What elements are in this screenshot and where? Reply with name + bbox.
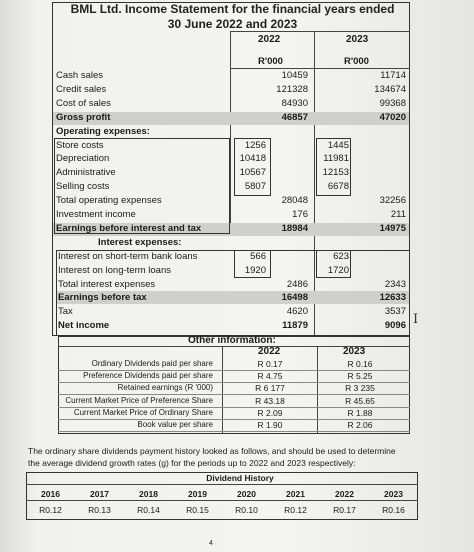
dividend-year: 2017 — [90, 489, 109, 499]
income-row-value-b: 11879 — [282, 320, 308, 332]
page-number: 4 — [209, 540, 213, 547]
income-row-value-c: 6678 — [327, 181, 349, 193]
income-row-label: Tax — [58, 306, 73, 318]
other-col-2022: 2022 — [258, 346, 281, 357]
income-row-value-d: 134674 — [374, 83, 406, 95]
column-divider-left — [230, 31, 231, 231]
other-col-2023: 2023 — [343, 346, 366, 357]
income-row-value-a: 5807 — [244, 181, 266, 193]
paragraph-line-1: The ordinary share dividends payment history looked as follows, and should be used to determine — [28, 446, 396, 456]
dividend-value: R0.15 — [186, 505, 209, 515]
income-row-value-d: 12633 — [379, 292, 406, 304]
dividend-year: 2016 — [41, 489, 60, 499]
income-row-label: Administrative — [56, 167, 116, 179]
income-row-label: Selling costs — [56, 181, 110, 193]
income-row-value-d: 99368 — [379, 97, 406, 109]
dividend-year: 2019 — [188, 489, 207, 499]
paragraph-line-2: the average dividend growth rates (g) for the periods up to 2022 and 2023 respectively: — [28, 458, 356, 468]
income-row-label: Interest on long-term loans — [58, 264, 172, 276]
income-row-value-b: 46857 — [281, 111, 308, 123]
other-info-value-y2022: R 0.17 — [257, 359, 283, 369]
other-info-value-y2022: R 43.18 — [255, 395, 285, 406]
year-2023-header: 2023 — [346, 34, 369, 45]
income-row-value-d: 9096 — [384, 320, 406, 332]
dividend-value: R0.12 — [284, 505, 307, 515]
other-info-value-y2023: R 2.06 — [347, 420, 373, 430]
income-row-value-a: 10418 — [239, 153, 266, 165]
income-row-value-a: 1256 — [244, 139, 266, 151]
income-row-label: Total interest expenses — [58, 278, 156, 290]
income-row-value-d: 47020 — [379, 111, 406, 123]
income-row-value-d: 11714 — [380, 70, 406, 81]
text-cursor-icon: I — [413, 312, 419, 327]
statement-title-line2: 30 June 2022 and 2023 — [167, 17, 298, 31]
dividend-history-title: Dividend History — [206, 473, 274, 483]
other-info-label: Preference Dividends paid per share — [83, 371, 213, 381]
income-row-value-c: 623 — [333, 250, 349, 262]
income-row-label: Interest expenses: — [98, 236, 182, 248]
div-title-divider — [26, 484, 418, 485]
income-row-label: Store costs — [56, 139, 104, 151]
income-row-value-b: 176 — [292, 209, 308, 220]
other-info-value-y2023: R 3 235 — [345, 383, 375, 394]
other-info-value-y2023: R 45.65 — [345, 395, 375, 406]
income-row-value-b: 10459 — [281, 70, 308, 81]
dividend-value: R0.14 — [137, 505, 160, 515]
income-row-value-b: 16498 — [281, 292, 308, 304]
income-row-label: Operating expenses: — [56, 125, 150, 137]
other-info-value-y2022: R 4.75 — [257, 371, 283, 382]
dividend-year: 2021 — [286, 489, 305, 499]
income-row-label: Gross profit — [56, 111, 111, 123]
income-row-label: Interest on short-term bank loans — [58, 250, 198, 262]
income-row-value-b: 121328 — [276, 83, 308, 95]
header-divider — [230, 31, 410, 32]
other-info-label: Book value per share — [137, 420, 213, 429]
dividend-year: 2018 — [139, 489, 158, 499]
other-info-title: Other information: — [188, 335, 276, 346]
unit-2023-header: R'000 — [344, 56, 369, 67]
income-row-value-c: 1720 — [327, 264, 349, 276]
dividend-year: 2022 — [335, 489, 354, 499]
other-info-value-y2023: R 0.16 — [347, 359, 373, 369]
other-info-value-y2022: R 1.90 — [257, 420, 283, 430]
income-row-value-a: 566 — [250, 250, 266, 262]
other-info-value-y2022: R 6 177 — [255, 383, 285, 394]
income-row-label: Earnings before interest and tax — [56, 222, 202, 234]
dividend-value: R0.12 — [39, 505, 62, 515]
income-row-value-d: 2343 — [384, 278, 406, 290]
other-info-value-y2023: R 5.25 — [347, 371, 373, 382]
income-row-value-c: 11981 — [323, 153, 349, 165]
income-row-value-d: 32256 — [379, 195, 406, 207]
income-row-value-b: 18984 — [281, 222, 308, 234]
dividend-year: 2023 — [384, 489, 403, 499]
dividend-value: R0.10 — [235, 505, 258, 515]
dividend-value: R0.13 — [88, 505, 111, 515]
other-info-col-divider-2 — [317, 346, 318, 434]
unit-2022-header: R'000 — [258, 56, 283, 67]
income-row-label: Net income — [58, 320, 110, 332]
other-info-label: Retained earnings (R '000) — [117, 383, 213, 393]
income-row-label: Credit sales — [56, 83, 107, 95]
dividend-value: R0.16 — [382, 505, 405, 515]
income-row-value-a: 10567 — [239, 167, 266, 179]
income-row-value-b: 28048 — [281, 195, 308, 207]
other-info-col-divider-1 — [222, 346, 223, 434]
income-row-label: Depreciation — [56, 153, 110, 165]
other-info-label: Current Market Price of Preference Share — [65, 395, 213, 405]
income-row-label: Cost of sales — [56, 97, 111, 109]
income-row-value-d: 14975 — [379, 222, 406, 234]
income-row-value-b: 84930 — [281, 97, 308, 109]
other-info-label: Current Market Price of Ordinary Share — [73, 407, 213, 417]
income-row-value-a: 1920 — [244, 264, 266, 276]
dividend-value: R0.17 — [333, 505, 356, 515]
div-year-divider — [26, 500, 418, 501]
income-row-value-b: 2486 — [286, 278, 308, 290]
statement-title-line1: BML Ltd. Income Statement for the financial years ended — [70, 2, 395, 16]
income-row-value-b: 4620 — [286, 306, 308, 318]
unit-divider — [230, 68, 410, 69]
income-row-value-c: 12153 — [322, 167, 349, 179]
income-row-label: Investment income — [56, 209, 136, 220]
year-2022-header: 2022 — [258, 34, 281, 45]
income-row-value-c: 1445 — [327, 139, 349, 151]
income-row-value-d: 211 — [390, 209, 406, 220]
other-info-row-divider — [58, 431, 410, 432]
other-info-label: Ordinary Dividends paid per share — [91, 359, 213, 368]
other-info-value-y2023: R 1.88 — [347, 407, 373, 418]
income-row-label: Total operating expenses — [56, 195, 162, 207]
income-row-value-d: 3537 — [384, 306, 406, 318]
dividend-year: 2020 — [237, 489, 256, 499]
income-row-label: Cash sales — [56, 70, 103, 81]
income-row-label: Earnings before tax — [58, 292, 147, 304]
other-info-value-y2022: R 2.09 — [257, 407, 283, 418]
dividend-history-paragraph — [28, 445, 468, 469]
